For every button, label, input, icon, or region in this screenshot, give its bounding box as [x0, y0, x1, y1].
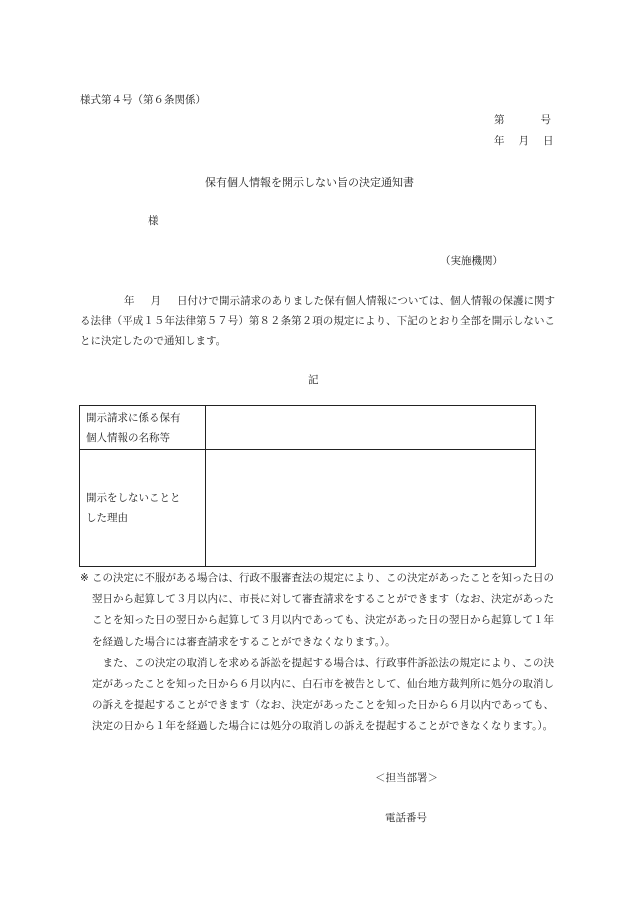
row2-label-line1: 開示をしないことと [86, 492, 181, 504]
table-row [80, 450, 536, 567]
row1-label [80, 406, 206, 450]
body-paragraph [80, 291, 555, 351]
note-paragraph-1: この決定に不服がある場合は、行政不服審査法の規定により、この決定があったことを知った日の翌日から起算して３月以内に、市長に対して審査請求をすることができます（なお、決定があったことを知った日の翌日から起算して３月以内であっても、決定があった日の翌日から起算して１年を経過した場合には審査請求をすることができなくなります。）。 [92, 572, 554, 648]
row1-label-line1: 開示請求に係る保有 [86, 411, 181, 424]
department-label: ＜担当部署＞ [375, 772, 438, 784]
document-number-line [494, 112, 551, 127]
ki-heading: 記 [308, 374, 319, 386]
table-row [80, 406, 536, 450]
number-suffix: 号 [540, 114, 551, 126]
number-prefix: 第 [494, 114, 505, 126]
row2-label-line2: した理由 [86, 512, 128, 524]
row2-value [206, 450, 536, 567]
body-text: 日付けで開示請求のありました保有個人情報については、個人情報の保護に関する法律（平成１５年法律第５７号）第８２条第２項の規定により、下記のとおり全部を開示しないことに決定したので通知します。 [80, 295, 556, 347]
form-number: 様式第４号（第６条関係） [80, 94, 206, 106]
row1-label-line2: 個人情報の名称等 [86, 431, 170, 444]
row2-label [80, 450, 206, 567]
notes-section [80, 568, 554, 738]
body-month: 月 [150, 295, 162, 307]
issuing-agency: （実施機関） [440, 255, 503, 267]
row1-value [206, 406, 536, 450]
info-table [79, 405, 536, 567]
note-mark: ※ [80, 572, 89, 584]
addressee-suffix: 様 [148, 215, 159, 227]
body-year: 年 [124, 295, 135, 307]
note-paragraph-2: また、この決定の取消しを求める訴訟を提起する場合は、行政事件訴訟法の規定により、この決定があったことを知った日から６月以内に、白石市を被告として、仙台地方裁判所に処分の取消しの訴えを提起することができます（なお、決定があったことを知った日から６月以内であっても、決定の日から１年を経過した場合には処分の取消しの訴えを提起することができなくなります。）。 [92, 656, 554, 733]
phone-label: 電話番号 [385, 812, 427, 824]
date-year: 年 [494, 135, 505, 147]
date-line [494, 133, 554, 148]
document-title: 保有個人情報を開示しない旨の決定通知書 [205, 176, 414, 189]
date-day: 日 [543, 135, 554, 147]
date-month: 月 [518, 135, 529, 147]
